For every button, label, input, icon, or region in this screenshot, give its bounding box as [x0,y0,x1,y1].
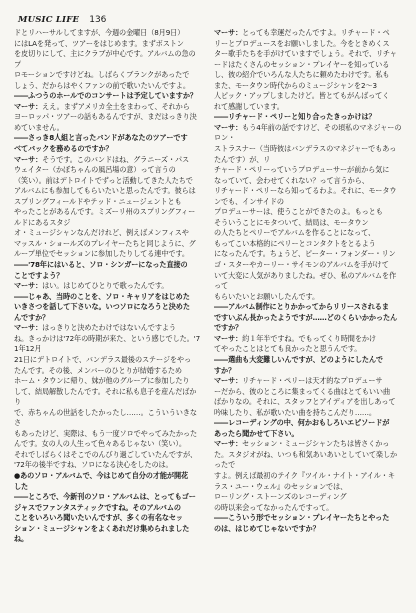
paragraph-text: ――'78年にはいると、ソロ・シンガーになった直接の ことですよう？ [14,260,188,280]
paragraph-text: そうです。このバンドはね、グラニーズ・パス ウェイター（かぼちゃんの風呂場の意）って言うの （笑い）。前はデトロイトでずっと活動してきた人たちで アルバムにも参加してもらいたいと思ったんです。彼らは スプリングフィールドやテッド・ニュージェントとも やったことがあるんです。ミズーリ州のスプリングフィールドにあるスタジ オ・ミュージシャンなんだけれど、例えばメンフィスや マッスル・ショールズのプレイヤーたちと同じように、グ ループ単位でセッションに参加したりしてる連中です。 [14,154,196,259]
artist-answer [214,28,402,112]
interviewer-question [214,513,402,534]
interviewer-question [14,91,202,102]
artist-answer [214,334,402,355]
paragraph-text: ドとリハーサルしてますが、今週の金曜日（8月9日） にはLAを発って、ツアーをはじめます。まずボストン を皮切りにして、主にクラブが中心です。アルバムの急のプ ロモーションですけどね。しばらくブランクがあったで しょう、だからはやくファンの前で歌いたいんですよ。 [14,28,196,90]
paragraph-text: ――レコーディングの中、何かおもしろいエピソードが あったら聞かせて下さい。 [214,418,390,438]
page-number: 136 [89,14,107,25]
paragraph-text: ――さっき8人組と言ったバンドがあなたのツアーです べてバックを務めるのですか？ [14,133,188,154]
artist-answer [14,102,202,134]
interviewer-question [214,418,402,439]
paragraph-text: ――こういう形でセッション・プレイヤーたちとやった のは、はじめてじゃないですか？ [214,513,390,533]
interviewer-question [214,112,402,123]
speaker-label: マーサ： [14,154,43,164]
page-header [18,9,107,25]
artist-answer [214,439,402,513]
left-text-column [14,28,202,545]
interviewer-question [14,492,202,545]
speaker-label: マーサ： [214,122,243,132]
speaker-label: マーサ： [14,323,43,333]
paragraph-text: 約１年半ですね。でもってくり時間をかけ てやったことはとても良かったと思うんです。 [214,333,376,354]
paragraph-text: ――ふつうのホールでのコンサートは予定していますか？ [14,91,197,101]
paragraph-text: ●あのソロ・アルバムで、今はじめて自分の才能が開花 した [14,470,189,491]
speaker-label: マーサ： [214,333,243,343]
paragraph-text: ――ところで、今新刊のソロ・アルバムは、とってもゴー ジャスでファンタスティックですね。そのアルバムの ことをいろいろ聞いたいんですが、多くの有名なセッ ション・ミュージシャンをよくあれだけ集められましたね。 [14,492,196,544]
right-text-column [214,28,402,534]
artist-answer [214,376,402,418]
interviewer-question [214,302,402,334]
artist-answer [14,323,202,471]
interviewer-question [14,471,202,492]
paragraph-text: はっきりと決めたわけではないんですよう ね。きっかけは'72年の時期が来た、という感じでした。'71年12月 21日にデトロイトで、バンデラス最後のステージをやっ たんです。その後、メンバーのひとりが結婚するため ホーム・タウンに帰り、妹が他のグループに参加したり して、結局解散したんです。それに私も息子を産んだばかり で、赤ちゃんの世話をしたかったし……。こういういきなさ もあったけど、実際は、もう一度ソロでやってみたかった んです。女の人の人生って色々あるじゃない（笑い）。 それでしばらくはそこでのんびり過ごしていたんですが、 '72年の後半ですね、ソロになる決心をしたのは。 [14,323,201,470]
speaker-label: マーサ： [214,439,243,449]
interviewer-question [14,260,202,281]
paragraph-text: リチャード・ペリーは天才的なプロデューサ ーだから、彼のところに集まってくる曲はとてもいい曲 ばかりなの。それに、スタッフとアイディアを出しあって 吟味したり、私が歌いたい曲を持ちこんだり……。 [214,376,396,417]
paragraph-text: はい。はじめてひとりで歌ったんです。 [42,281,169,291]
paragraph-text: ええ。まずアメリカ全土をまわって、それから ヨーロッパ・ツアーの話もあるんですが、まだはっきり決 めていません。 [14,101,197,132]
artist-answer [14,155,202,260]
paragraph-text: とっても幸運だったんですよ。リチャード・ペ リーとプロデュースをお願いしました。今をときめくス ター歌手たちを手がけていますでしょう。それで、リチャ ードはたくさんのセッション・プレイヤーを知っている し、彼の紹介でいろんな人たちに頼めたわけです。私も また、モータウン時代からのミュージシャンを2〜3 人ピック・アップしましたけど。皆とてもがんばってく れて感謝しています。 [214,28,397,111]
speaker-label: マーサ： [14,281,43,291]
speaker-label: マーサ： [14,101,43,111]
interviewer-question [14,133,202,154]
interviewer-question [14,292,202,324]
magazine-logo: MUSIC LIFE [18,14,80,25]
paragraph-text: ――アルバム制作にとりかかってからリリースされるま ですいぶん長かったようですが……どのくらいかかったん ですか？ [214,302,398,333]
paragraph-text: ――じゃあ、当時のことを、ソロ・キャリアをはじめた いきさつを話して下さいな。いつソロになろうと決めた んですか？ [14,291,190,322]
artist-answer [14,28,202,91]
speaker-label: マーサ： [214,376,243,386]
artist-answer [214,123,402,302]
paragraph-text: セッション・ミュージシャンたちは皆さくかっ た。スタジオがね、いつも和気あいあいとしていて楽しかったで すよ。例えば最初のテイク『ツイル・ナイト・アイル・キ ラス・ユー・ウェル』のセッションでは、 ローリング・ストーンズのレコーディング の時以来会ってなかったんですって。 [214,439,398,512]
speaker-label: マーサ： [214,28,243,37]
paragraph-text: ――選曲も大変難しいんですが、どのようにしたんで すか？ [214,354,383,375]
paragraph-text: ――リチャード・ペリーと知り合ったきっかけは？ [214,112,376,122]
interviewer-question [214,355,402,376]
paragraph-text: もう4年前の話ですけど、その頃私のマネジャーのロン・ ストラスナー（当時彼はバンデラスのマネジャーでもあったんです）が、リ チャード・ペリーっていうプロデューサーが前から気に なっていて、会わせてくれない？って言うから、 リチャード・ペリーなら知ってるわよ。それに、モータウンでも、インサイドの プロデューサーは、使うことができたのよ。もっとも そういうことにモタついて、結局は、モータウン の人たちとペリーでアルバムを作ることになって、 もってこい本格的にペリーとコンタクトをとるよう になったんです。ちょうど、ピーター・フォンダー・リン ゴ・スターやカーリー・サイモンのアルバムを手がけて いて大変に人気がありましたね。ぜひ、私のアルバムを作って もらいたいとお願いしたんです。 [214,122,402,301]
artist-answer [14,281,202,292]
